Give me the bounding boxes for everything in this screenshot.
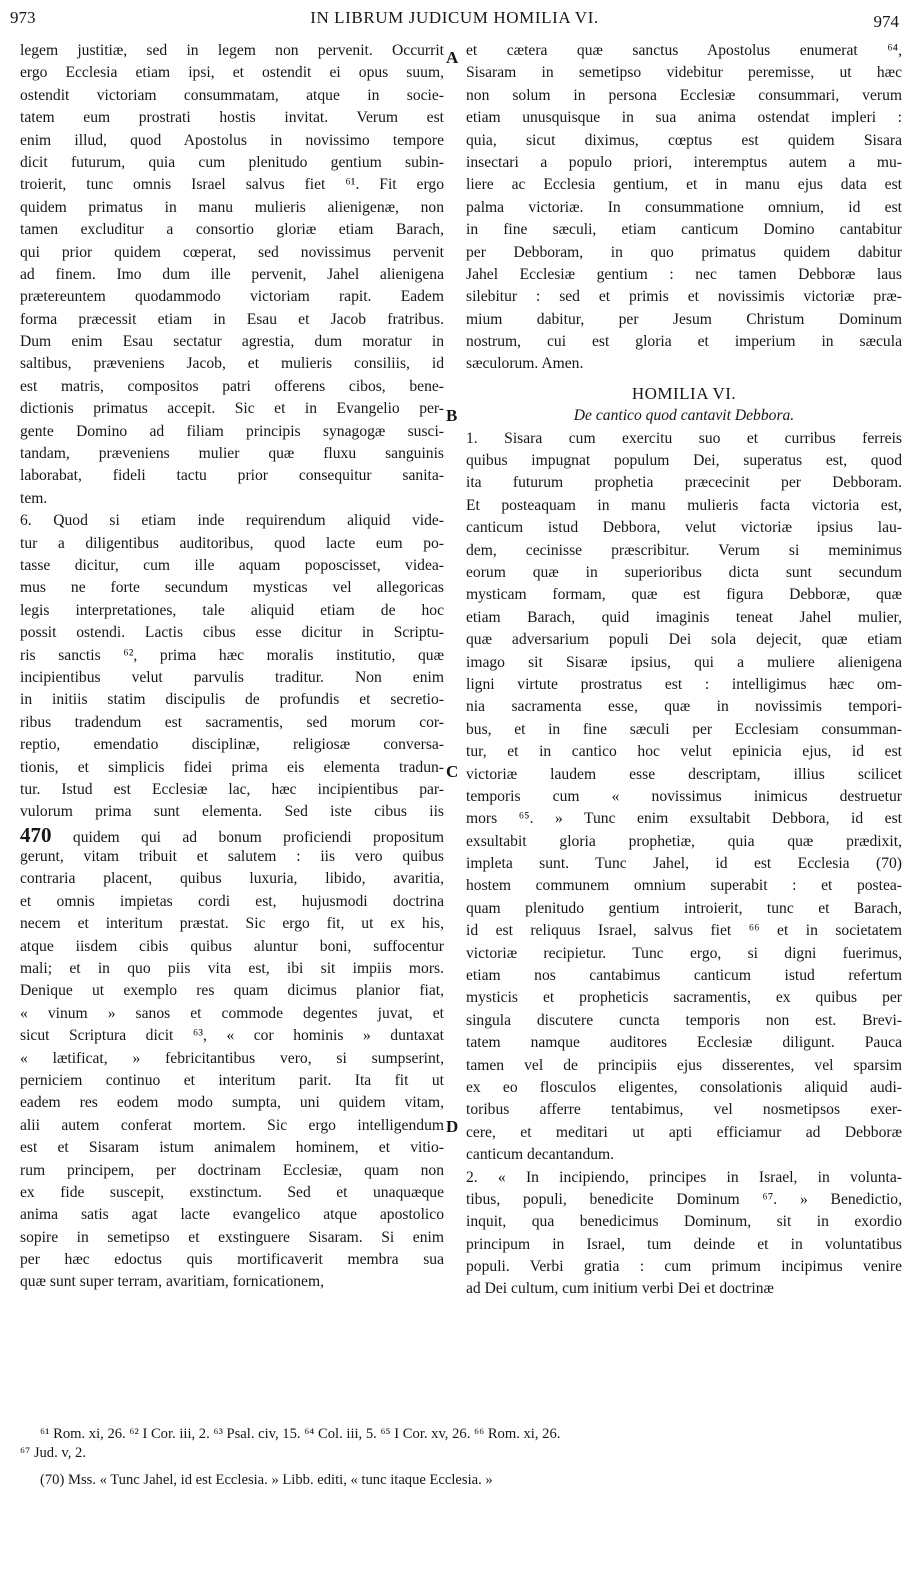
text-line: dem, cecinisse præscribitur. Verum si meminimus xyxy=(466,541,902,559)
text-line: alii autem conferat mortem. Sic ergo intelligendum xyxy=(20,1116,444,1134)
text-line: etiam nos cantabimus canticum istud refertum xyxy=(466,967,902,985)
text-line: quibus impugnat populum Dei, superatus est, quod xyxy=(466,452,902,470)
text-line: non solum in persona Ecclesiæ consummari, verum xyxy=(466,86,902,104)
text-line: quam plenitudo gentium introierit, tunc et Barach, xyxy=(466,899,902,917)
text-line: cere, et meditari ut apti efficiamur ad Debboræ xyxy=(466,1123,902,1141)
text-line: 2. « In incipiendo, principes in Israel, in volunta- xyxy=(466,1168,902,1186)
text-line: mium dabitur, per Jesum Christum Dominum xyxy=(466,310,902,328)
text-line: per Debboram, in quo primatus quidem dabitur xyxy=(466,243,902,261)
text-line: rum principem, per doctrinam Ecclesiæ, quam non xyxy=(20,1161,444,1179)
text-line: tur a diligentibus auditoribus, quod lacte eum po- xyxy=(20,534,444,552)
text-line: eorum quæ in superioribus dicta sunt secundum xyxy=(466,563,902,581)
text-line: possit ostendi. Lactis cibus esse dicitur in Scriptu- xyxy=(20,624,444,642)
right-column xyxy=(466,40,902,1301)
text-line: exsultabit gloria prophetiæ, quia quæ prædixit, xyxy=(466,832,902,850)
text-line: dictionis primatus accepit. Sic et in Evangelio per- xyxy=(20,400,444,418)
homily-subtitle: De cantico quod cantavit Debbora. xyxy=(573,407,795,425)
text-line: liere ac Ecclesia gentium, et in manu ejus data est xyxy=(466,176,902,194)
text-line: qui prior quidem cœperat, sed novissimus pervenit xyxy=(20,243,444,261)
text-line: mysticis et propheticis sacramentis, ex quibus per xyxy=(466,989,902,1007)
right-column-intro xyxy=(466,40,902,376)
text-line: Sisaram in semetipso videbitur peremisse, ut hæc xyxy=(466,64,902,82)
text-line: sopire in semetipso et exstinguere Sisaram. Si enim xyxy=(20,1228,444,1246)
text-line: singula discutere cuncta temporis non est. Brevi- xyxy=(466,1011,902,1029)
text-line: etiam Barach, quid imaginis teneat Jahel mulier, xyxy=(466,608,902,626)
text-line: mysticam formam, quæ est figura Debboræ, quæ xyxy=(466,586,902,604)
text-line: 6. Quod si etiam inde requirendum aliquid vide- xyxy=(20,512,444,530)
text-line: ergo Ecclesia etiam ipsi, et ostendit ei opus suum, xyxy=(20,64,444,82)
page-number-left: 973 xyxy=(10,8,36,27)
text-line: 1. Sisara cum exercitu suo et curribus ferreis xyxy=(466,429,902,447)
text-line: inquit, qua benedicimus Dominum, sit in exordio xyxy=(466,1213,902,1231)
margin-marker-b: B xyxy=(446,406,458,425)
text-line: gerunt, vitam tribuit et salutem : iis vero quibus xyxy=(20,848,444,866)
running-header xyxy=(10,4,899,38)
right-column-body xyxy=(466,428,902,1301)
text-line: forma præcessit etiam in Esau et Jacob fratribus. xyxy=(20,310,444,328)
text-line: « vinum » sanos et commode degentes juvat, et xyxy=(20,1004,444,1022)
text-line: canticum istud Debbora, velut victoriæ ipsius lau- xyxy=(466,519,902,537)
text-line: toribus afferre tentabimus, vel nosmetipsos exer- xyxy=(466,1101,902,1119)
left-column xyxy=(20,40,444,1294)
text-line: tibus, populi, benedicite Dominum ⁶⁷. » Benedictio, xyxy=(466,1190,902,1208)
running-title: IN LIBRUM JUDICUM HOMILIA VI. xyxy=(310,8,599,27)
text-line: ostendit victoriam consummatam, atque in socie- xyxy=(20,86,444,104)
text-line: est et Sisaram istum animalem hominem, et vitio- xyxy=(20,1139,444,1157)
text-line: impleta sunt. Tunc Jahel, id est Ecclesia (70) xyxy=(466,855,902,873)
text-line: prætereuntem quodammodo victoriam rapit. Eadem xyxy=(20,288,444,306)
text-line: perniciem continuo et interitum parit. Ita fit ut xyxy=(20,1071,444,1089)
text-line: tandam, præveniens mulier quæ fluxu sanguinis xyxy=(20,445,444,463)
text-line: vulorum prima sunt elementa. Sed iste cibus iis xyxy=(20,803,444,821)
text-line: anima satis agat lacte evangelico atque apostolico xyxy=(20,1206,444,1224)
text-line: tionis, et simplicis fidei prima eis elementa tradun- xyxy=(20,758,444,776)
text-line: enim illud, quod Apostolus in novissimo tempore xyxy=(20,131,444,149)
text-line: id est reliquus Israel, salvus fiet ⁶⁶ et in societatem xyxy=(466,922,902,940)
text-line: tamen vel de principiis ejus disserentes, vel sparsim xyxy=(466,1056,902,1074)
text-line: sicut Scriptura dicit ⁶³, « cor hominis » duntaxat xyxy=(20,1027,444,1045)
text-line: tasse dicitur, cum ille aquam poposcisset, videa- xyxy=(20,556,444,574)
text-line: tatem eum prostrati hostis invitat. Verum est xyxy=(20,109,444,127)
text-line: quæ sunt super terram, avaritiam, fornicationem, xyxy=(20,1273,324,1291)
text-line: hostem communem omnium superabit : et postea- xyxy=(466,877,902,895)
text-line: ad Dei cultum, cum initium verbi Dei et doctrinæ xyxy=(466,1280,774,1298)
text-line: tur, et in cantico hoc velut epinicia ejus, id est xyxy=(466,743,902,761)
text-line: ita futurum prophetia præcecinit per Debboram. xyxy=(466,474,902,492)
footnote-line-2: ⁶⁷ Jud. v, 2. xyxy=(20,1445,86,1461)
text-line: nia sacramenta esse, quæ in novissimis tempori- xyxy=(466,698,902,716)
text-line: victoriæ recipietur. Tunc ergo, si digni fuerimus, xyxy=(466,944,902,962)
text-line: tatem namque auditores Ecclesiæ diligunt. Pauca xyxy=(466,1034,902,1052)
text-line: legis interpretationes, tale aliquid etiam de hoc xyxy=(20,601,444,619)
text-line: nostrum, cui est gloria et imperium in sæcula xyxy=(466,333,902,351)
text-line: etiam unusquisque in sua anima ostendat impleri : xyxy=(466,109,902,127)
text-line: et omnis impietas cordi est, hujusmodi doctrina xyxy=(20,892,444,910)
text-line: populi. Verbi gratia : cum primum incipimus venire xyxy=(466,1258,902,1276)
text-line: mors ⁶⁵. » Tunc enim exsultabit Debbora, id est xyxy=(466,810,902,828)
text-line: imago sit Sisaræ ipsius, qui a muliere alienigena xyxy=(466,653,902,671)
text-line: quia, sicut diximus, cœptus est quidem Sisara xyxy=(466,131,902,149)
text-line: ligni virtute prostratus est : intelligimus hæc om- xyxy=(466,675,902,693)
text-line: in initiis statim discipulis de profundis et secretio- xyxy=(20,691,444,709)
text-line: quæ adversarium populi Dei sola dejecit, quæ etiam xyxy=(466,631,902,649)
margin-marker-c: C xyxy=(446,762,459,781)
text-line: palma victoriæ. In consummatione omnium, id est xyxy=(466,198,902,216)
text-line: ribus tradendum est sacramentis, sed morum cor- xyxy=(20,713,444,731)
text-line: bus, et in fine sæculi per Ecclesiam consumman- xyxy=(466,720,902,738)
text-line: gente Domino ad filiam principis synagogæ susci- xyxy=(20,422,444,440)
text-line-content: quidem qui ad bonum proficiendi propositum xyxy=(72,828,444,846)
text-line: mali; et in quo piis vita est, ibi sit impiis mors. xyxy=(20,960,444,978)
text-line xyxy=(20,824,444,846)
text-line: sæculorum. Amen. xyxy=(466,355,584,373)
text-line: tem. xyxy=(20,489,48,507)
text-line: in fine sæculi, etiam canticum Domino cantabitur xyxy=(466,221,902,239)
text-line: contraria placent, quibus luxuria, libido, avaritia, xyxy=(20,870,444,888)
text-line: eadem res eodem modo sumpta, uni quidem vitam, xyxy=(20,1094,444,1112)
text-line: tamen excluditur a consortio gloriæ etiam Barach, xyxy=(20,221,444,239)
text-line: ex fide suscepit, exstinctum. Sed et unaquæque xyxy=(20,1183,444,1201)
text-line: legem justitiæ, sed in legem non pervenit. Occurrit xyxy=(20,42,444,59)
text-line: necem et interitum præstat. Sic ergo fit, ut ex his, xyxy=(20,915,444,933)
text-line: canticum decantandum. xyxy=(466,1146,615,1164)
text-line: mus ne forte secundum mysticas vel allegoricas xyxy=(20,579,444,597)
text-line: ad finem. Imo dum ille pervenit, Jahel alienigena xyxy=(20,265,444,283)
text-line: Denique ut exemplo res quam dicimus planior fiat, xyxy=(20,982,444,1000)
margin-marker-a: A xyxy=(446,48,459,67)
text-line: incipientibus velut parvulis traditur. Non enim xyxy=(20,668,444,686)
text-line: Et posteaquam in manu mulieris facta victoria est, xyxy=(466,496,902,514)
text-line: ex eo flosculos eligentes, consolationis aliquid audi- xyxy=(466,1078,902,1096)
text-line: principum in Israel, tum deinde et in voluntatibus xyxy=(466,1235,902,1253)
page-marker: 470 xyxy=(20,823,52,847)
text-line: temporis cum « novissimus inimicus destruetur xyxy=(466,787,902,805)
text-line: per hæc edoctus quis mortificaverit membra sua xyxy=(20,1251,444,1269)
text-line: est matris, compositos patri offerens cibos, bene- xyxy=(20,377,444,395)
text-line: atque iisdem cibis quibus aluntur boni, suffocentur xyxy=(20,937,444,955)
page-number-right: 974 xyxy=(873,12,899,31)
text-line: dicit futurum, quia cum plenitudo gentium subin- xyxy=(20,153,444,171)
text-line: victoriæ laudem esse descriptam, illius scilicet xyxy=(466,765,902,783)
homily-title: HOMILIA VI. xyxy=(631,383,737,403)
text-line: tur. Istud est Ecclesiæ lac, hæc incipientibus par- xyxy=(20,780,444,798)
text-line: reptio, emendatio disciplinæ, religiosæ conversa- xyxy=(20,736,444,754)
text-line: « lætificat, » febricitantibus vero, si sumpserint, xyxy=(20,1049,444,1067)
text-line: insectari a populo priori, interemptus autem a mu- xyxy=(466,153,902,171)
text-line: et cætera quæ sanctus Apostolus enumerat ⁶⁴, xyxy=(466,42,902,59)
text-line: silebitur : sed et primis et novissimis victoriæ præ- xyxy=(466,288,902,306)
variant-note: (70) Mss. « Tunc Jahel, id est Ecclesia. » Libb. editi, « tunc itaque Ecclesia. » xyxy=(40,1472,493,1488)
text-line: Jahel Ecclesiæ gentium : nec tamen Debboræ laus xyxy=(466,265,902,283)
text-line: quidem primatus in manu mulieris alienigenæ, non xyxy=(20,198,444,216)
footnote-line-1: ⁶¹ Rom. xi, 26. ⁶² I Cor. iii, 2. ⁶³ Psal. civ, 15. ⁶⁴ Col. iii, 5. ⁶⁵ I Cor. xv, 26. ⁶⁶ Rom. xi, 26. xyxy=(40,1426,561,1442)
text-line: Dum enim Esau sectatur agrestia, dum moratur in xyxy=(20,333,444,351)
text-line: troierit, tunc omnis Israel salvus fiet ⁶¹. Fit ergo xyxy=(20,176,444,194)
text-line: laborabat, fideli tactu prior consequitur sanita- xyxy=(20,467,444,485)
text-line: ris sanctis ⁶², prima hæc moralis institutio, quæ xyxy=(20,646,444,664)
text-line: saltibus, præveniens Jacob, et mulieris consiliis, id xyxy=(20,355,444,373)
margin-marker-d: D xyxy=(446,1117,459,1136)
